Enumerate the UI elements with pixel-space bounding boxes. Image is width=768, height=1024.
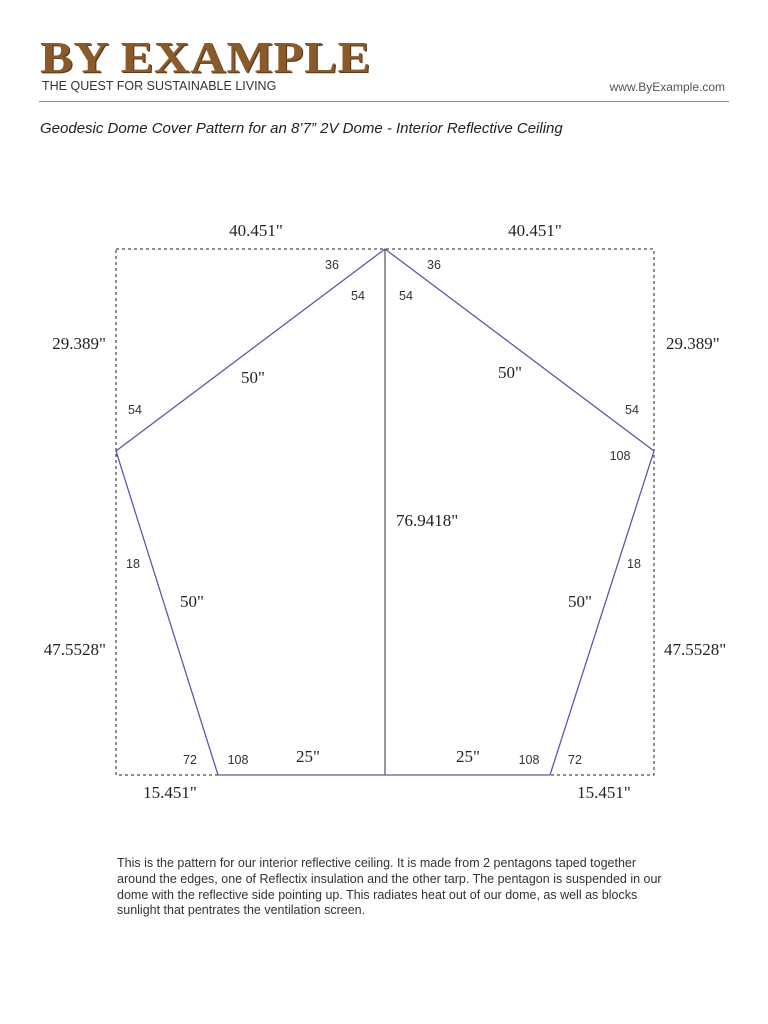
site-url[interactable]: www.ByExample.com — [609, 80, 725, 94]
edge-lower-left-length: 50" — [180, 592, 204, 611]
angle-bottom-right-inner: 108 — [518, 753, 540, 767]
edge-bottom-right-half-length: 25" — [456, 747, 480, 766]
logo: BY EXAMPLE — [40, 33, 371, 82]
angle-apex-left-outer: 36 — [325, 258, 339, 272]
angle-apex-left-inner: 54 — [351, 289, 365, 303]
angle-right-vertex-upper: 54 — [625, 403, 639, 417]
edge-upper-right-length: 50" — [498, 363, 522, 382]
angle-right-vertex-lower: 18 — [627, 557, 641, 571]
angle-apex-right-outer: 36 — [427, 258, 441, 272]
edge-upper-left-length: 50" — [241, 368, 265, 387]
angle-bottom-right-outer: 72 — [568, 753, 582, 767]
dim-top-left-width: 40.451" — [229, 221, 283, 240]
dim-upper-right-height: 29.389" — [666, 334, 720, 353]
page-title: Geodesic Dome Cover Pattern for an 8’7” 2V Dome - Interior Reflective Ceiling — [40, 120, 563, 137]
dim-bottom-left-width: 15.451" — [143, 783, 197, 802]
dim-upper-left-height: 29.389" — [52, 334, 106, 353]
edge-lower-right-length: 50" — [568, 592, 592, 611]
angle-left-vertex-upper: 54 — [128, 403, 142, 417]
angle-right-vertex-inner: 108 — [609, 449, 631, 463]
angle-bottom-left-inner: 108 — [227, 753, 249, 767]
dim-top-right-width: 40.451" — [508, 221, 562, 240]
tagline: THE QUEST FOR SUSTAINABLE LIVING — [42, 79, 277, 93]
dim-lower-left-height: 47.5528" — [43, 640, 106, 659]
dim-lower-right-height: 47.5528" — [664, 640, 727, 659]
caption-paragraph: This is the pattern for our interior reflective ceiling. It is made from 2 pentagons taped together around the edges, one of Reflectix insulation and the other tarp. The pentagon is suspended in our dome with the reflective side pointing up. This radiates heat out of our dome, as well as blocks sunlight that pentrates the ventilation screen. — [117, 856, 662, 918]
angle-apex-right-inner: 54 — [399, 289, 413, 303]
angle-left-vertex-lower: 18 — [126, 557, 140, 571]
edge-bottom-left-half-length: 25" — [296, 747, 320, 766]
angle-bottom-left-outer: 72 — [183, 753, 197, 767]
dim-bottom-right-width: 15.451" — [577, 783, 631, 802]
dim-center-height: 76.9418" — [396, 511, 459, 530]
